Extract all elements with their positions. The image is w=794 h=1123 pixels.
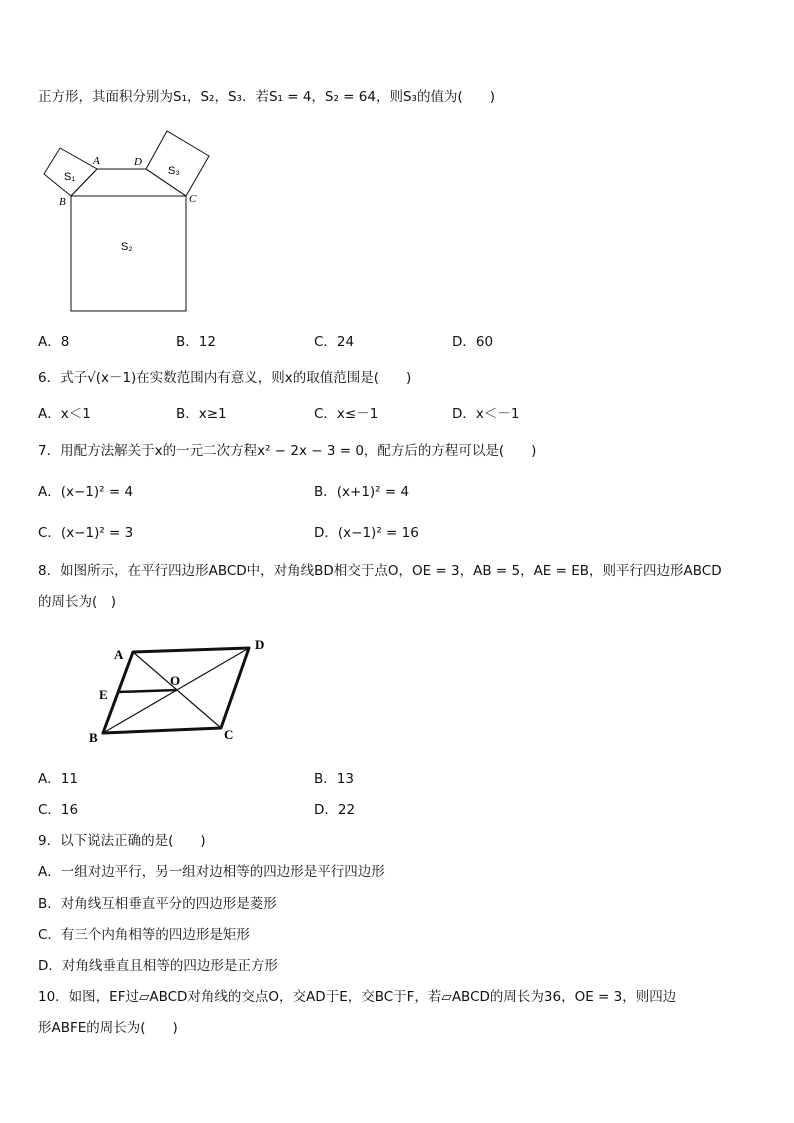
q8-label-e: E — [99, 687, 108, 702]
q9-option-d: D．对角线垂直且相等的四边形是正方形 — [38, 958, 278, 974]
q5-label-s2: S₂ — [121, 241, 133, 253]
q8-label-o: O — [170, 673, 181, 688]
q8-option-b: B．13 — [314, 771, 354, 787]
q5-option-a: A．8 — [38, 334, 70, 350]
q8-label-c: C — [224, 727, 234, 742]
q7-option-a: A．(x−1)² = 4 — [38, 484, 134, 500]
q5-label-d: D — [134, 156, 142, 168]
q6-option-a: A．x＜1 — [38, 406, 91, 422]
q5-label-b: B — [59, 196, 66, 208]
q5-label-a: A — [93, 155, 100, 167]
q8-option-d: D．22 — [314, 802, 356, 818]
q8-option-c: C．16 — [38, 802, 79, 818]
q7-option-c: C．(x−1)² = 3 — [38, 525, 134, 541]
q5-label-s3: S₃ — [168, 165, 180, 177]
q5-square-s2 — [71, 196, 186, 311]
q6-option-c: C．x≤－1 — [314, 406, 379, 422]
q10-stem-line2: 形ABFE的周长为( ) — [38, 1020, 178, 1036]
q7-stem: 7．用配方法解关于x的一元二次方程x² − 2x − 3 = 0，配方后的方程可以是( ) — [38, 443, 537, 459]
q6-option-b: B．x≥1 — [176, 406, 227, 422]
q5-square-s3 — [146, 131, 209, 196]
q6-stem: 6．式子√(x－1)在实数范围内有意义，则x的取值范围是( ) — [38, 370, 412, 386]
q8-label-a: A — [114, 647, 124, 662]
q9-stem: 9．以下说法正确的是( ) — [38, 833, 206, 849]
q9-option-b: B．对角线互相垂直平分的四边形是菱形 — [38, 896, 277, 912]
q10-stem-line1: 10．如图，EF过▱ABCD对角线的交点O，交AD于E，交BC于F，若▱ABCD的周长为36，OE = 3，则四边 — [38, 989, 677, 1005]
q5-label-c: C — [189, 193, 197, 205]
q8-stem-line2: 的周长为( ) — [38, 594, 117, 610]
q7-option-b: B．(x+1)² = 4 — [314, 484, 410, 500]
q5-stem: 正方形，其面积分别为S₁，S₂，S₃．若S₁ = 4，S₂ = 64，则S₃的值为( ) — [38, 89, 495, 105]
q5-option-d: D．60 — [452, 334, 494, 350]
q8-label-d: D — [255, 637, 265, 652]
q6-option-d: D．x＜－1 — [452, 406, 520, 422]
q9-option-c: C．有三个内角相等的四边形是矩形 — [38, 927, 250, 943]
q5-option-b: B．12 — [176, 334, 216, 350]
q8-figure — [85, 632, 285, 752]
q9-option-a: A．一组对边平行，另一组对边相等的四边形是平行四边形 — [38, 864, 385, 880]
q5-option-c: C．24 — [314, 334, 355, 350]
q8-option-a: A．11 — [38, 771, 78, 787]
q8-stem-line1: 8．如图所示，在平行四边形ABCD中，对角线BD相交于点O，OE = 3，AB = 5，AE = EB，则平行四边形ABCD — [38, 563, 722, 579]
q7-option-d: D．(x−1)² = 16 — [314, 525, 419, 541]
q5-figure — [38, 128, 218, 328]
q5-label-s1: S₁ — [64, 171, 76, 183]
q8-label-b: B — [89, 730, 98, 745]
q8-segment-eo — [118, 690, 177, 692]
